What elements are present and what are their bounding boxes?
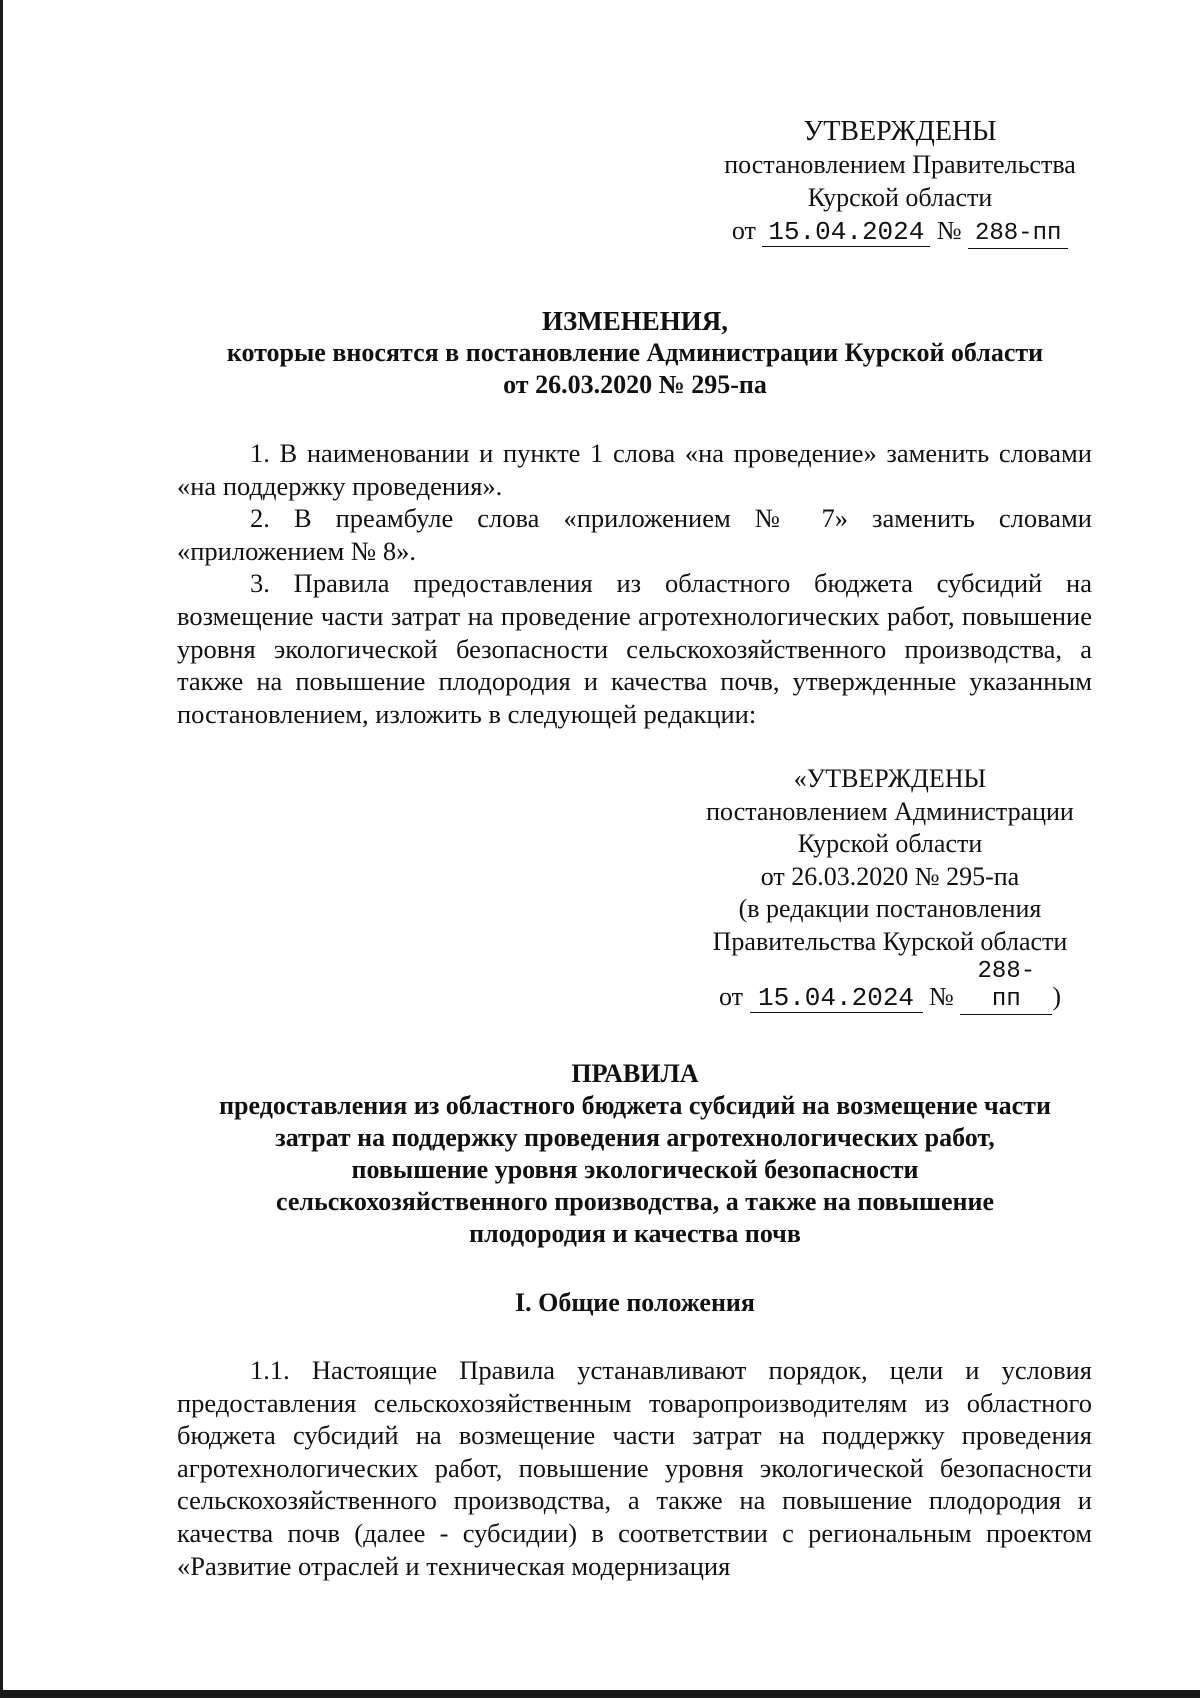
date-prefix: от <box>718 982 744 1011</box>
changes-list <box>177 437 1092 730</box>
list-item: 3. Правила предоставления из областного бюджета субсидий на возмещение части затрат на проведение агротехнологических работ, повышение уровня экологической безопасности сельскохозяйственного производства, а также на повышение плодородия и качества почв, утвержденные указанным постановлением, изложить в следующей редакции: <box>177 568 1092 729</box>
approval-line: постановлением Правительства <box>724 150 1076 179</box>
section-body <box>177 1354 1092 1582</box>
approval-line: от 26.03.2020 № 295-па <box>760 861 1020 891</box>
rules-subtitle-line: плодородия и качества почв <box>469 1219 801 1248</box>
approval-number: 288-пп <box>960 958 1052 1015</box>
approval-block-quoted <box>670 763 1110 1015</box>
rules-subtitle-line: повышение уровня экологической безопасности <box>351 1155 919 1184</box>
approval-line: «УТВЕРЖДЕНЫ <box>793 764 987 793</box>
paragraph: 1.1. Настоящие Правила устанавливают порядок, цели и условия предоставления сельскохозяйственным товаропроизводителям из областного бюджета субсидий на возмещение части затрат на поддержку проведения агротехнологических работ, повышение уровня экологической безопасности сельскохозяйственного производства, а также на повышение плодородия и качества почв (далее - субсидии) в соответствии с региональным проектом «Развитие отраслей и техническая модернизация <box>177 1355 1092 1581</box>
changes-title: ИЗМЕНЕНИЯ, <box>541 306 728 336</box>
approval-date-line <box>680 214 1120 249</box>
approval-date-line <box>670 958 1110 1015</box>
approval-line: Курской области <box>797 829 983 858</box>
approval-title: УТВЕРЖДЕНЫ <box>803 116 997 147</box>
approval-date: 15.04.2024 <box>750 984 923 1013</box>
approval-number: 288-пп <box>968 220 1068 249</box>
section-title: I. Общие положения <box>515 1288 755 1317</box>
approval-line: Правительства Курской области <box>712 926 1068 956</box>
rules-header <box>170 1058 1100 1250</box>
number-prefix: № <box>929 982 954 1011</box>
list-item: 2. В преамбуле слова «приложением № 7» заменить словами «приложением № 8». <box>177 503 1092 566</box>
rules-subtitle-line: сельскохозяйственного производства, а также на повышение <box>275 1187 995 1216</box>
rules-subtitle-line: затрат на поддержку проведения агротехнологических работ, <box>275 1123 995 1152</box>
approval-line: постановлением Администрации <box>706 796 1074 826</box>
changes-subtitle: которые вносятся в постановление Администрации Курской области <box>226 338 1044 367</box>
rules-subtitle-line: предоставления из областного бюджета субсидий на возмещение части <box>219 1091 1051 1120</box>
approval-block-top <box>680 115 1120 249</box>
approval-line: (в редакции постановления <box>738 894 1042 923</box>
changes-header <box>170 305 1100 401</box>
date-prefix: от <box>731 216 756 245</box>
number-prefix: № <box>936 216 962 245</box>
changes-subtitle: от 26.03.2020 № 295-па <box>503 370 767 399</box>
rules-title: ПРАВИЛА <box>571 1059 699 1088</box>
closing-paren: ) <box>1052 982 1061 1011</box>
approval-line: Курской области <box>807 183 993 212</box>
list-item: 1. В наименовании и пункте 1 слова «на проведение» заменить словами «на поддержку проведения». <box>177 438 1092 501</box>
approval-date: 15.04.2024 <box>762 218 930 247</box>
